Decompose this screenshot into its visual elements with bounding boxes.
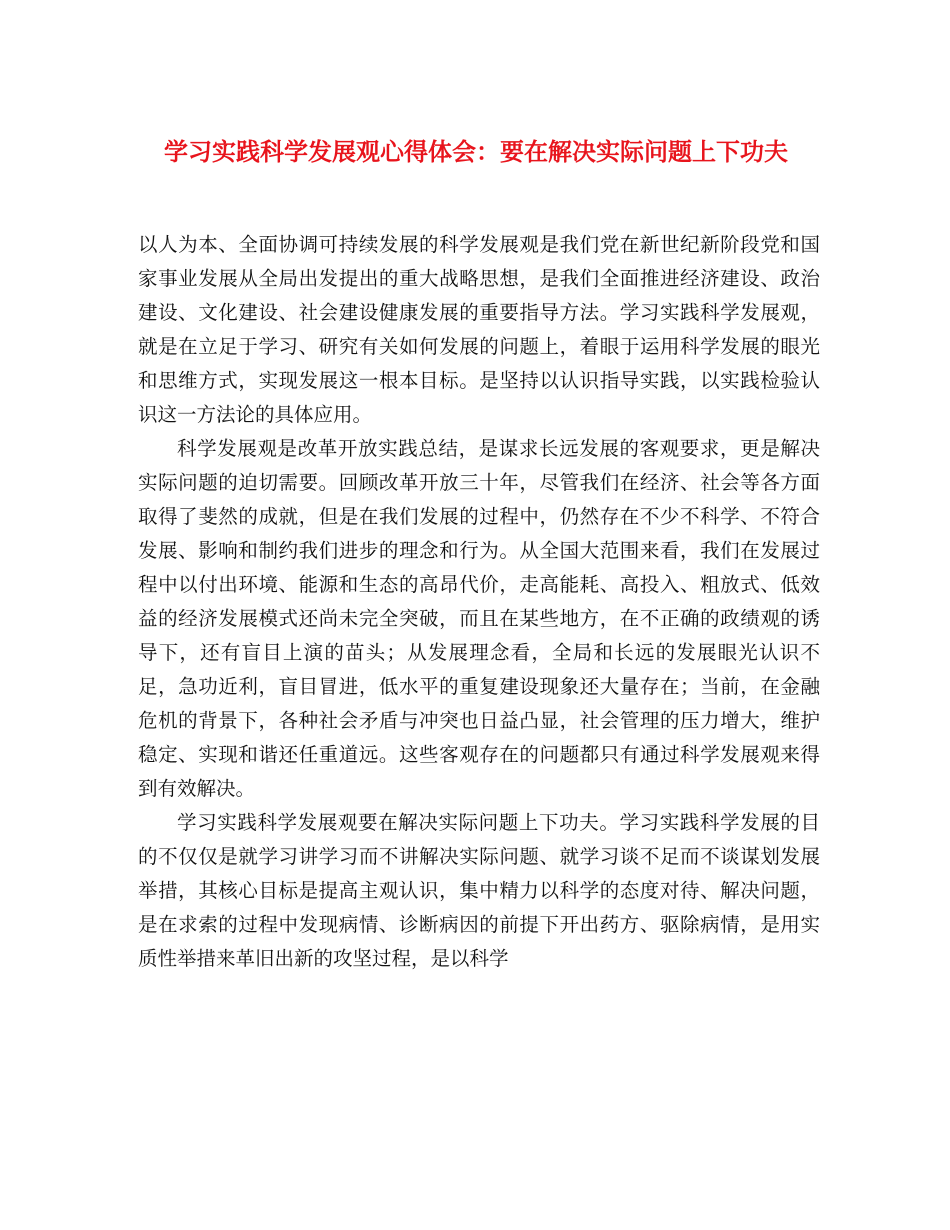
document-title: 学习实践科学发展观心得体会：要在解决实际问题上下功夫	[164, 137, 788, 166]
paragraph-1: 以人为本、全面协调可持续发展的科学发展观是我们党在新世纪新阶段党和国家事业发展从全局出发提出的重大战略思想，是我们全面推进经济建设、政治建设、文化建设、社会建设健康发展的重要指导方法。学习实践科学发展观，就是在立足于学习、研究有关如何发展的问题上，着眼于运用科学发展的眼光和思维方式，实现发展这一根本目标。是坚持以认识指导实践，以实践检验认识这一方法论的具体应用。	[138, 233, 820, 426]
document-body	[138, 228, 820, 976]
paragraph-2: 科学发展观是改革开放实践总结，是谋求长远发展的客观要求，更是解决实际问题的迫切需要。回顾改革开放三十年，尽管我们在经济、社会等各方面取得了斐然的成就，但是在我们发展的过程中，仍然存在不少不科学、不符合发展、影响和制约我们进步的理念和行为。从全国大范围来看，我们在发展过程中以付出环境、能源和生态的高昂代价，走高能耗、高投入、粗放式、低效益的经济发展模式还尚未完全突破，而且在某些地方，在不正确的政绩观的诱导下，还有盲目上演的苗头；从发展理念看，全局和长远的发展眼光认识不足，急功近利，盲目冒进，低水平的重复建设现象还大量存在；当前，在金融危机的背景下，各种社会矛盾与冲突也日益凸显，社会管理的压力增大，维护稳定、实现和谐还任重道远。这些客观存在的问题都只有通过科学发展观来得到有效解决。	[138, 437, 820, 800]
paragraph-3: 学习实践科学发展观要在解决实际问题上下功夫。学习实践科学发展的目的不仅仅是就学习讲学习而不讲解决实际问题、就学习谈不足而不谈谋划发展举措，其核心目标是提高主观认识，集中精力以科学的态度对待、解决问题，是在求索的过程中发现病情、诊断病因的前提下开出药方、驱除病情，是用实质性举措来革旧出新的攻坚过程，是以科学	[138, 811, 820, 970]
